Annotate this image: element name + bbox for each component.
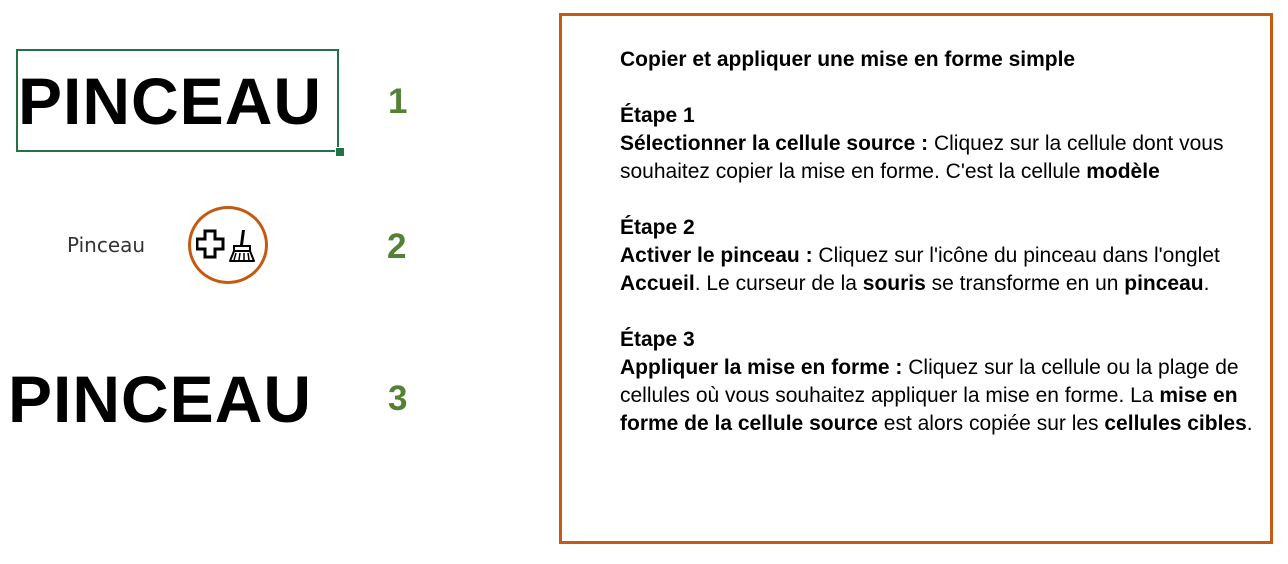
- step-2-bold-1: Accueil: [620, 272, 695, 295]
- fill-handle[interactable]: [335, 147, 345, 157]
- step-3-body-1: Cliquez sur la cellule ou la plage de cellules où vous souhaitez appliquer la mise en forme. La: [620, 356, 1239, 407]
- step-2-heading: Étape 2: [620, 216, 695, 239]
- step-3-body-3: .: [1246, 412, 1253, 435]
- step-2-bold-2: souris: [862, 272, 926, 295]
- step-number-3: 3: [388, 379, 408, 418]
- plus-cursor-icon: [197, 231, 223, 257]
- step-2-block: [620, 214, 1270, 298]
- step-3-bold-1: mise en forme de la cellule source: [620, 384, 1238, 435]
- step-number-2: 2: [387, 227, 407, 266]
- instructions-content: [620, 46, 1270, 466]
- target-cell-text: PINCEAU: [8, 362, 313, 436]
- step-2-text: [620, 242, 1270, 298]
- instructions-box: [559, 13, 1273, 544]
- step-2-bold-3: pinceau: [1124, 272, 1204, 295]
- step-3-block: [620, 326, 1270, 438]
- step-1-bold-1: modèle: [1086, 160, 1160, 183]
- brush-icon: [230, 230, 254, 261]
- source-cell-text: PINCEAU: [18, 64, 323, 138]
- step-2-body-4: .: [1203, 272, 1210, 295]
- step-1-block: [620, 102, 1270, 186]
- step-2-body-3: se transforme en un: [925, 272, 1125, 295]
- step-1-text: [620, 130, 1270, 186]
- step-3-body-2: est alors copiée sur les: [877, 412, 1105, 435]
- instructions-title: Copier et appliquer une mise en forme simple: [620, 48, 1076, 71]
- step-3-heading: Étape 3: [620, 328, 695, 351]
- step-number-1: 1: [388, 82, 408, 121]
- step-3-bold-2: cellules cibles: [1104, 412, 1247, 435]
- step-2-lead: Activer le pinceau :: [620, 244, 813, 267]
- step-1-heading: Étape 1: [620, 104, 695, 127]
- step-1-lead: Sélectionner la cellule source :: [620, 132, 929, 155]
- step-3-lead: Appliquer la mise en forme :: [620, 356, 903, 379]
- step-2-body-1: Cliquez sur l'icône du pinceau dans l'onglet: [812, 244, 1220, 267]
- format-painter-label[interactable]: Pinceau: [67, 233, 146, 257]
- step-3-text: [620, 354, 1270, 438]
- format-painter-icon[interactable]: [196, 228, 260, 264]
- step-2-body-2: . Le curseur de la: [694, 272, 863, 295]
- step-1-body: Cliquez sur la cellule dont vous souhaitez copier la mise en forme. C'est la cellule: [620, 132, 1224, 183]
